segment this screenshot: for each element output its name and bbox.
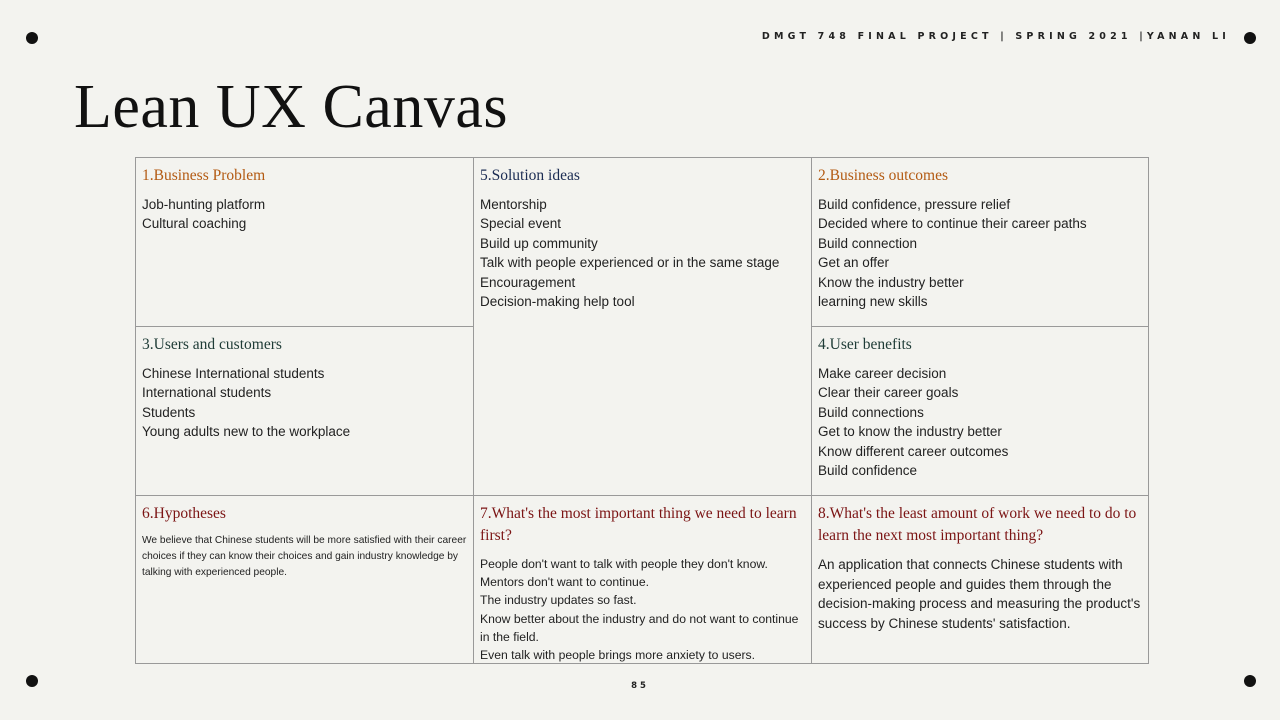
list-item: Get an offer [818, 255, 890, 271]
users-customers-list [142, 364, 467, 442]
list-item: Students [142, 404, 196, 420]
hypotheses-cell [136, 496, 474, 663]
list-item: Know different career outcomes [818, 443, 1009, 459]
list-item: Build confidence, pressure relief [818, 197, 1011, 212]
solution-ideas-list [480, 195, 805, 311]
list-item: Cultural coaching [142, 216, 247, 232]
list-item: Job-hunting platform [142, 197, 266, 212]
list-item: Build up community [480, 235, 598, 251]
users-customers-cell [136, 327, 474, 496]
least-work-text: An application that connects Chinese students with experienced people and guides them through the decision-making process and measuring the product's success by Chinese students' satisfaction. [818, 557, 1141, 631]
hypotheses-text: We believe that Chinese students will be more satisfied with their career choices if they can know their choices and gain industry knowledge by talking with experienced people. [142, 535, 467, 578]
list-item: People don't want to talk with people they don't know. [480, 557, 768, 571]
least-work-cell [812, 496, 1148, 663]
list-item: learning new skills [818, 294, 928, 310]
list-item: Get to know the industry better [818, 424, 1002, 440]
solution-ideas-cell [474, 158, 812, 496]
list-item: Even talk with people brings more anxiety to users. [480, 648, 756, 663]
business-problem-title: 1.Business Problem [142, 167, 266, 184]
list-item: Decided where to continue their career paths [818, 216, 1087, 232]
lean-ux-canvas-grid [135, 157, 1149, 664]
page-number: 85 [631, 681, 649, 691]
list-item: Build confidence [818, 463, 918, 479]
list-item: Encouragement [480, 274, 576, 290]
corner-dot-top-left [26, 32, 38, 44]
learn-first-cell [474, 496, 812, 663]
list-item: Know better about the industry and do not want to continue in the field. [480, 611, 799, 644]
list-item: Young adults new to the workplace [142, 424, 351, 440]
list-item: Mentorship [480, 197, 547, 212]
users-customers-title: 3.Users and customers [142, 336, 282, 353]
list-item: The industry updates so fast. [480, 593, 637, 608]
business-outcomes-cell [812, 158, 1148, 327]
business-problem-list [142, 195, 467, 234]
page-title: Lean UX Canvas [74, 73, 508, 141]
hypotheses-title: 6.Hypotheses [142, 505, 226, 522]
list-item: International students [142, 385, 272, 401]
learn-first-title: 7.What's the most important thing we need to learn first? [480, 505, 797, 544]
user-benefits-list [818, 364, 1142, 480]
list-item: Talk with people experienced or in the same stage [480, 255, 780, 271]
solution-ideas-title: 5.Solution ideas [480, 167, 580, 184]
list-item: Chinese International students [142, 366, 325, 381]
list-item: Make career decision [818, 366, 947, 381]
list-item: Decision-making help tool [480, 294, 635, 310]
list-item: Build connections [818, 404, 924, 420]
user-benefits-title: 4.User benefits [818, 336, 912, 353]
list-item: Special event [480, 216, 562, 232]
least-work-title: 8.What's the least amount of work we need to do to learn the next most important thing? [818, 505, 1137, 544]
list-item: Know the industry better [818, 274, 964, 290]
business-outcomes-list [818, 195, 1142, 311]
user-benefits-cell [812, 327, 1148, 496]
list-item: Build connection [818, 235, 918, 251]
learn-first-list [480, 555, 805, 663]
business-outcomes-title: 2.Business outcomes [818, 167, 949, 184]
header-course-info: DMGT 748 FINAL PROJECT | SPRING 2021 |YANAN LI [761, 31, 1230, 42]
business-problem-cell [136, 158, 474, 327]
corner-dot-top-right [1244, 32, 1256, 44]
list-item: Clear their career goals [818, 385, 959, 401]
list-item: Mentors don't want to continue. [480, 575, 649, 590]
